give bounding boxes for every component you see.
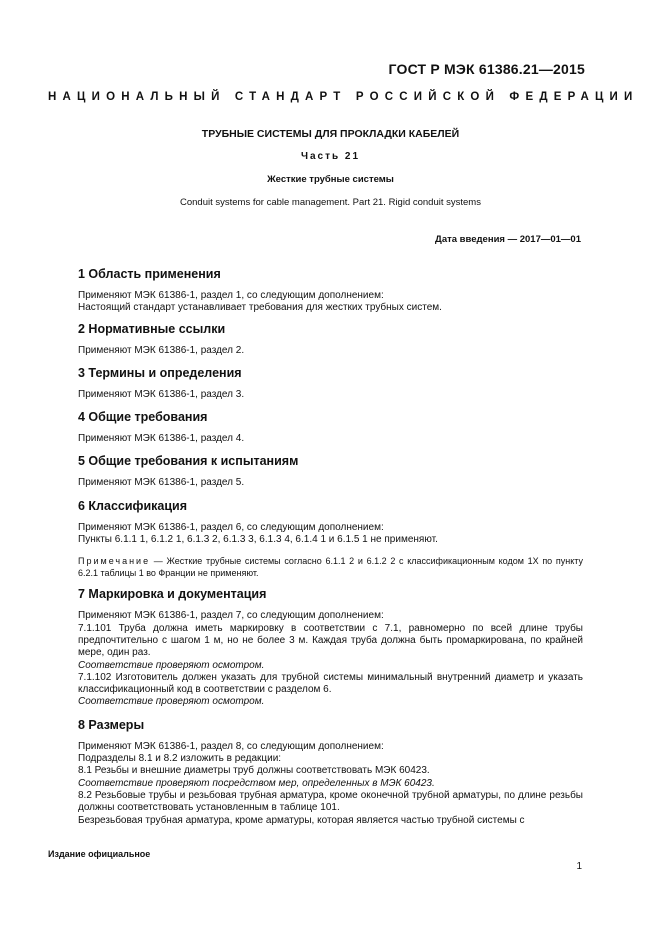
paragraph: Применяют МЭК 61386-1, раздел 3. [78,388,245,400]
standard-number: ГОСТ Р МЭК 61386.21—2015 [388,61,585,77]
paragraph: Применяют МЭК 61386-1, раздел 5. [78,477,245,489]
paragraph: 7.1.101 Труба должна иметь маркировку в соответствии с 7.1, равномерно по всей длине трубы предпочтительно с шагом 1 м, но не более 3 м. Каждая труба должна быть промаркирована, по крайней мере, один раз. [78,622,583,659]
section-heading: 6 Классификация [78,498,188,513]
paragraph: Применяют МЭК 61386-1, раздел 7, со следующим дополнением: [78,610,384,622]
page-number: 1 [576,861,582,872]
paragraph: Пункты 6.1.1 1, 6.1.2 1, 6.1.3 2, 6.1.3 3, 6.1.3 4, 6.1.4 1 и 6.1.5 1 не применяют. [78,534,438,546]
document-body [78,266,583,827]
paragraph: 8.1 Резьбы и внешние диаметры труб должны соответствовать МЭК 60423. [78,765,430,777]
compliance-statement: Соответствие проверяют посредством мер, определенных в МЭК 60423. [78,777,435,789]
compliance-statement: Соответствие проверяют осмотром. [78,696,265,708]
edition-label: Издание официальное [48,849,151,859]
paragraph: Применяют МЭК 61386-1, раздел 6, со следующим дополнением: [78,521,384,533]
paragraph: Настоящий стандарт устанавливает требования для жестких трубных систем. [78,302,442,314]
paragraph: Применяют МЭК 61386-1, раздел 8, со следующим дополнением: [78,740,384,752]
section-heading: 5 Общие требования к испытаниям [78,454,299,469]
paragraph: Применяют МЭК 61386-1, раздел 4. [78,433,245,445]
note [78,556,583,579]
note-label: Примечание [78,556,151,567]
section-heading: 1 Область применения [78,267,221,281]
paragraph: Безрезьбовая трубная арматура, кроме арматуры, которая является частью трубной системы с [78,814,525,826]
paragraph: 8.2 Резьбовые трубы и резьбовая трубная арматура, кроме оконечной трубной арматуры, по длине резьбы должны соответствовать установленным в таблице 101. [78,789,583,814]
paragraph: Подразделы 8.1 и 8.2 изложить в редакции: [78,753,282,765]
national-standard-banner: НАЦИОНАЛЬНЫЙ СТАНДАРТ РОССИЙСКОЙ ФЕДЕРАЦИИ [48,91,639,103]
paragraph: 7.1.102 Изготовитель должен указать для трубной системы минимальный внутренний диаметр и указать классификационный код в соответствии с разделом 6. [78,671,583,696]
paragraph: Применяют МЭК 61386-1, раздел 2. [78,344,245,356]
part-number: Часть 21 [300,151,361,162]
section-heading: 8 Размеры [78,717,145,732]
subtitle-english: Conduit systems for cable management. Part 21. Rigid conduit systems [180,197,481,208]
section-heading: 3 Термины и определения [78,365,242,380]
subtitle-russian: Жесткие трубные системы [267,174,394,185]
document-title: ТРУБНЫЕ СИСТЕМЫ ДЛЯ ПРОКЛАДКИ КАБЕЛЕЙ [201,128,460,140]
section-heading: 4 Общие требования [78,410,208,425]
note-text: — Жесткие трубные системы согласно 6.1.1 2 и 6.1.2 2 с классификационным кодом 1Х по пункту 6.2.1 таблицы 1 во Франции не применяют. [78,556,583,578]
section-heading: 2 Нормативные ссылки [78,321,226,336]
compliance-statement: Соответствие проверяют осмотром. [78,659,265,671]
section-heading: 7 Маркировка и документация [78,587,267,602]
paragraph: Применяют МЭК 61386-1, раздел 1, со следующим дополнением: [78,290,384,301]
effective-date: Дата введения — 2017—01—01 [435,234,581,245]
